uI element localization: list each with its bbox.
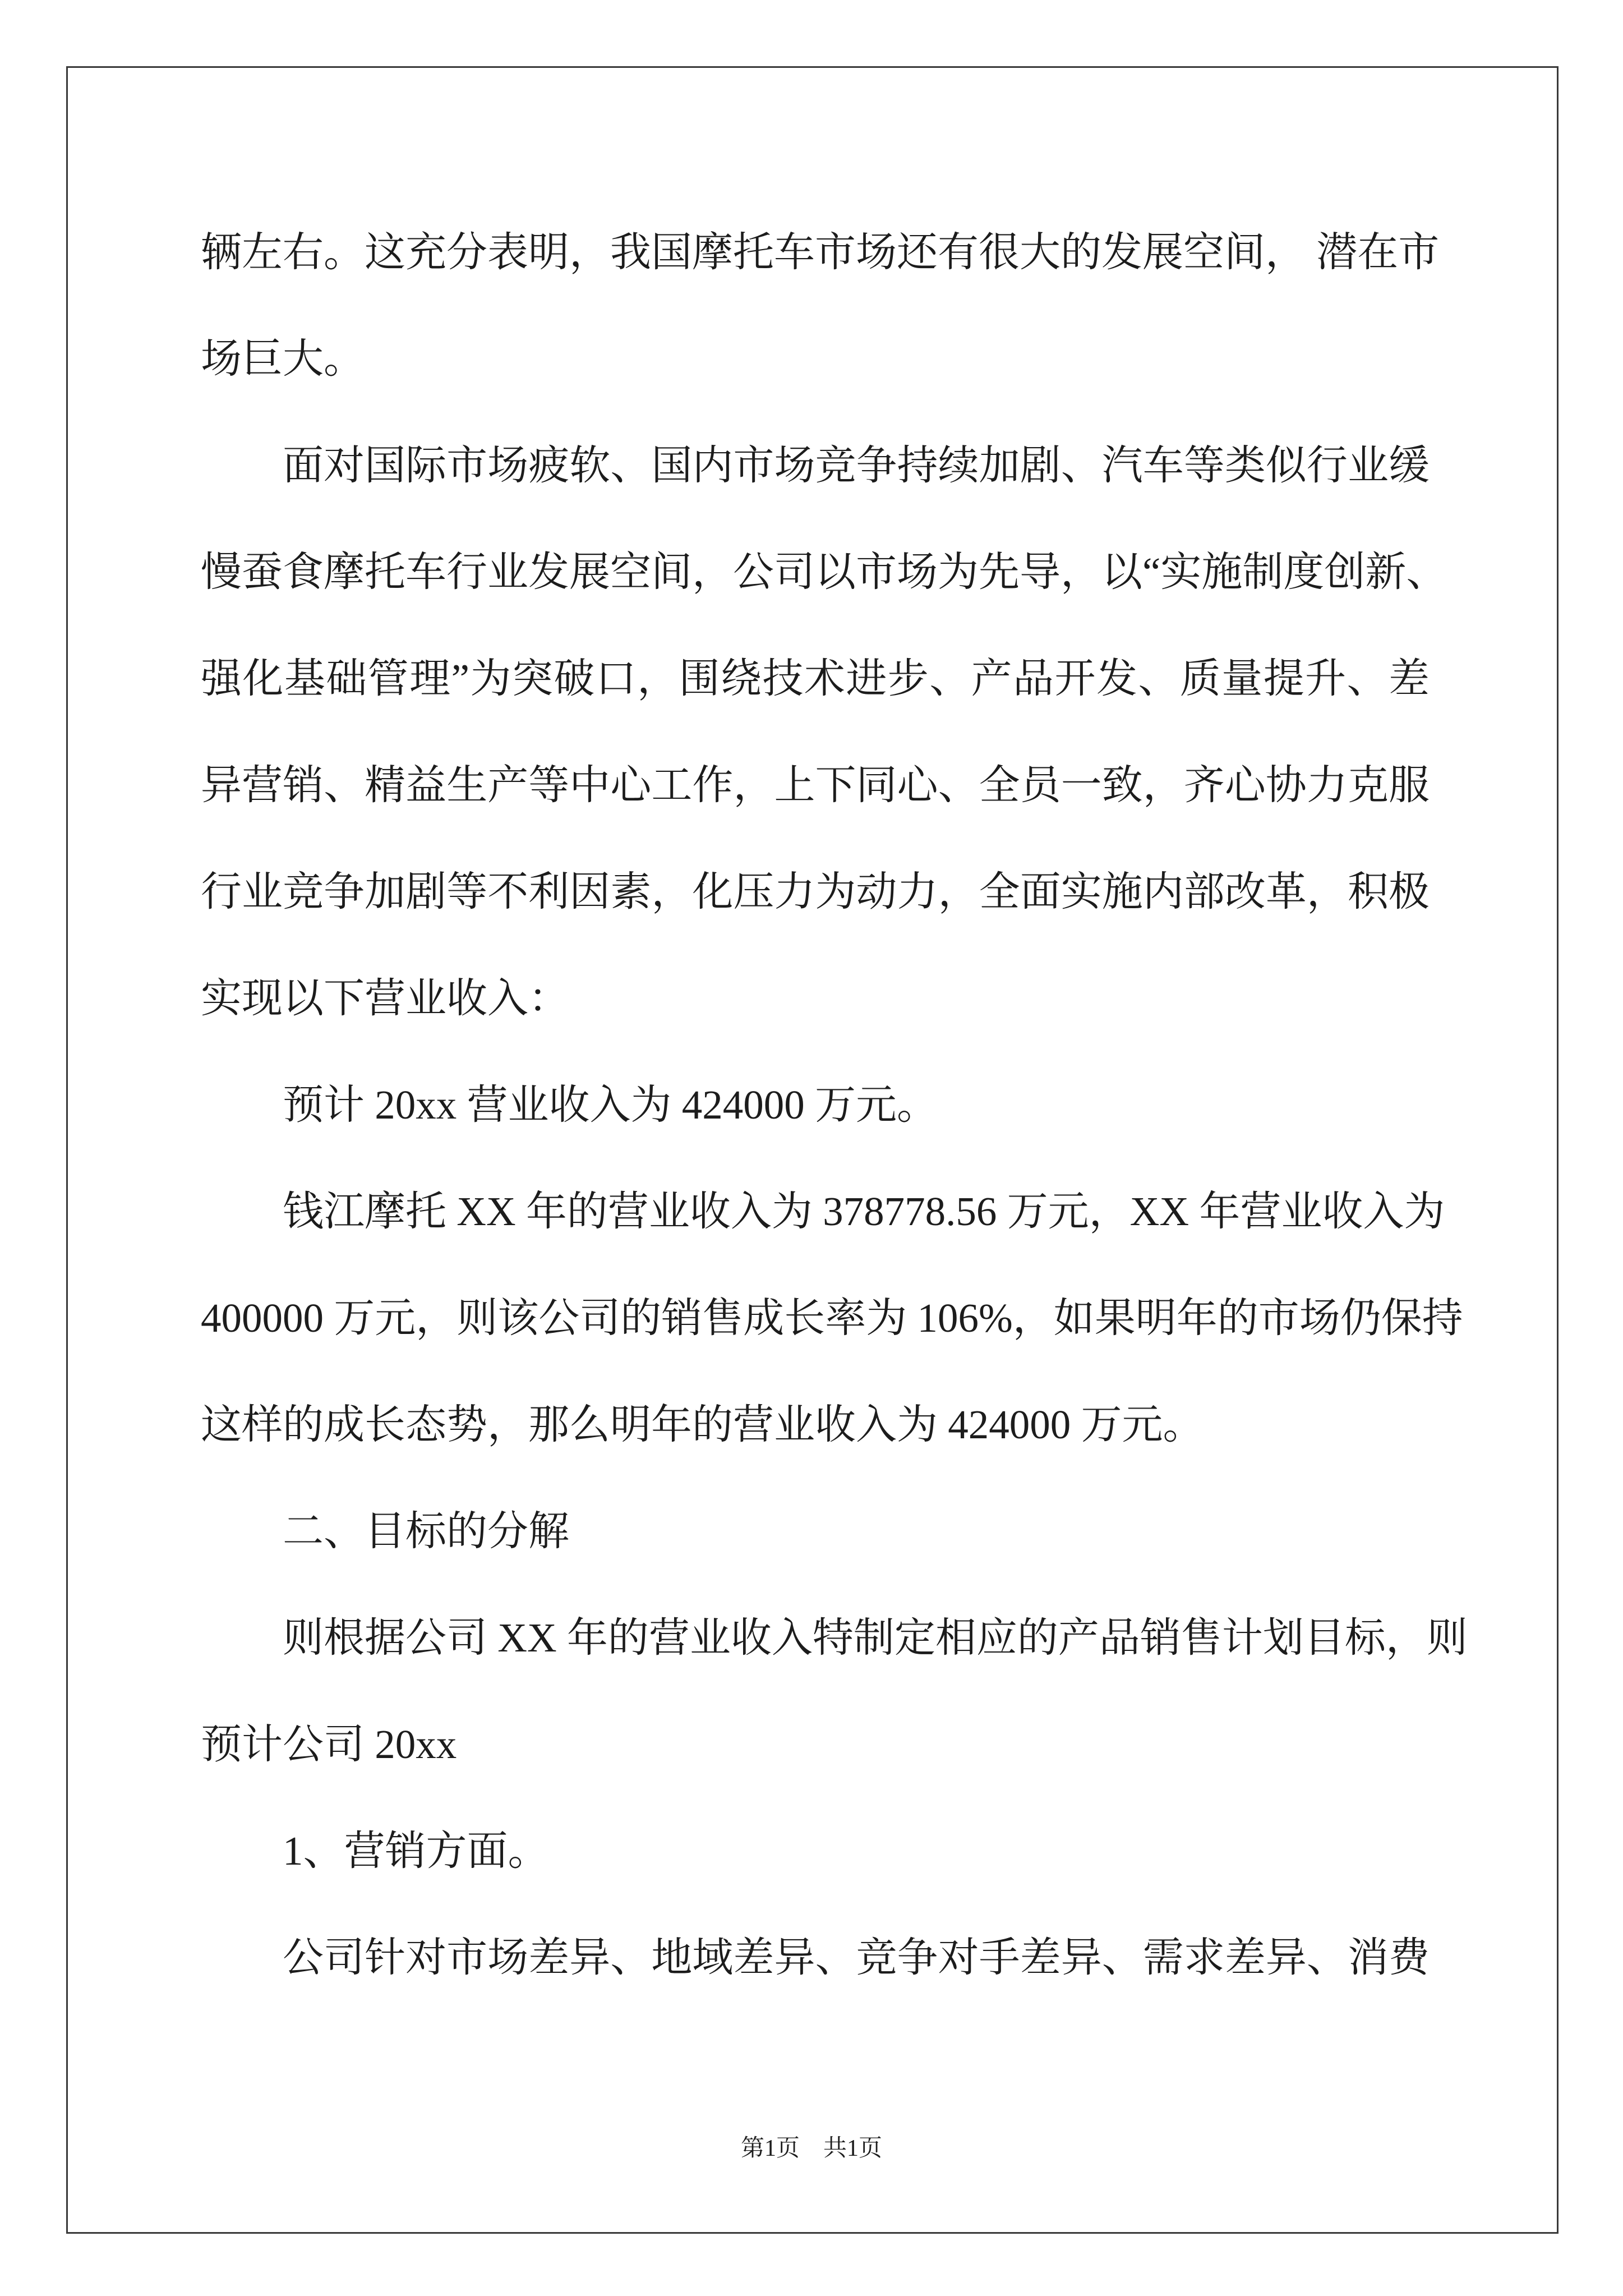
- text-line: 预计 20xx 营业收入为 424000 万元。: [283, 1082, 938, 1128]
- paragraph: [201, 1052, 1430, 1158]
- text-line: 1、营销方面。: [283, 1828, 549, 1874]
- text-line: 强化基础管理”为突破口，围绕技术进步、产品开发、质量提升、差: [201, 656, 1430, 701]
- text-line: 预计公司 20xx: [201, 1722, 457, 1767]
- text-line: 行业竞争加剧等不利因素，化压力为动力，全面实施内部改革，积极: [201, 869, 1430, 914]
- subsection-heading: [201, 1798, 1430, 1904]
- text-line: 异营销、精益生产等中心工作，上下同心、全员一致，齐心协力克服: [201, 762, 1430, 808]
- text-line: 钱江摩托 XX 年的营业收入为 378778.56 万元，XX 年营业收入为: [283, 1189, 1445, 1234]
- paragraph: [201, 1904, 1430, 2011]
- text-line: 400000 万元，则该公司的销售成长率为 106%，如果明年的市场仍保持: [201, 1295, 1463, 1341]
- text-line: 二、目标的分解: [283, 1508, 569, 1554]
- paragraph: [201, 1585, 1468, 1798]
- text-line: 场巨大。: [201, 336, 365, 381]
- section-heading: [201, 1478, 1430, 1585]
- paragraph: [201, 412, 1447, 1052]
- text-line: 则根据公司 XX 年的营业收入特制定相应的产品销售计划目标，则: [283, 1615, 1468, 1660]
- text-line: 公司针对市场差异、地域差异、竞争对手差异、需求差异、消费: [283, 1935, 1430, 1980]
- paragraph: [201, 199, 1440, 412]
- text-line: 辆左右。这充分表明，我国摩托车市场还有很大的发展空间， 潜在市: [201, 229, 1440, 275]
- text-line: 面对国际市场疲软、国内市场竞争持续加剧、汽车等类似行业缓: [283, 443, 1430, 488]
- text-line: 实现以下营业收入：: [201, 976, 569, 1021]
- paragraph: [201, 1158, 1463, 1478]
- page-number-footer: 第1页 共1页: [740, 2136, 882, 2161]
- text-line: 慢蚕食摩托车行业发展空间，公司以市场为先导，以“实施制度创新、: [201, 549, 1447, 595]
- text-line: 这样的成长态势，那么明年的营业收入为 424000 万元。: [201, 1402, 1204, 1447]
- document-body: [201, 199, 1468, 2011]
